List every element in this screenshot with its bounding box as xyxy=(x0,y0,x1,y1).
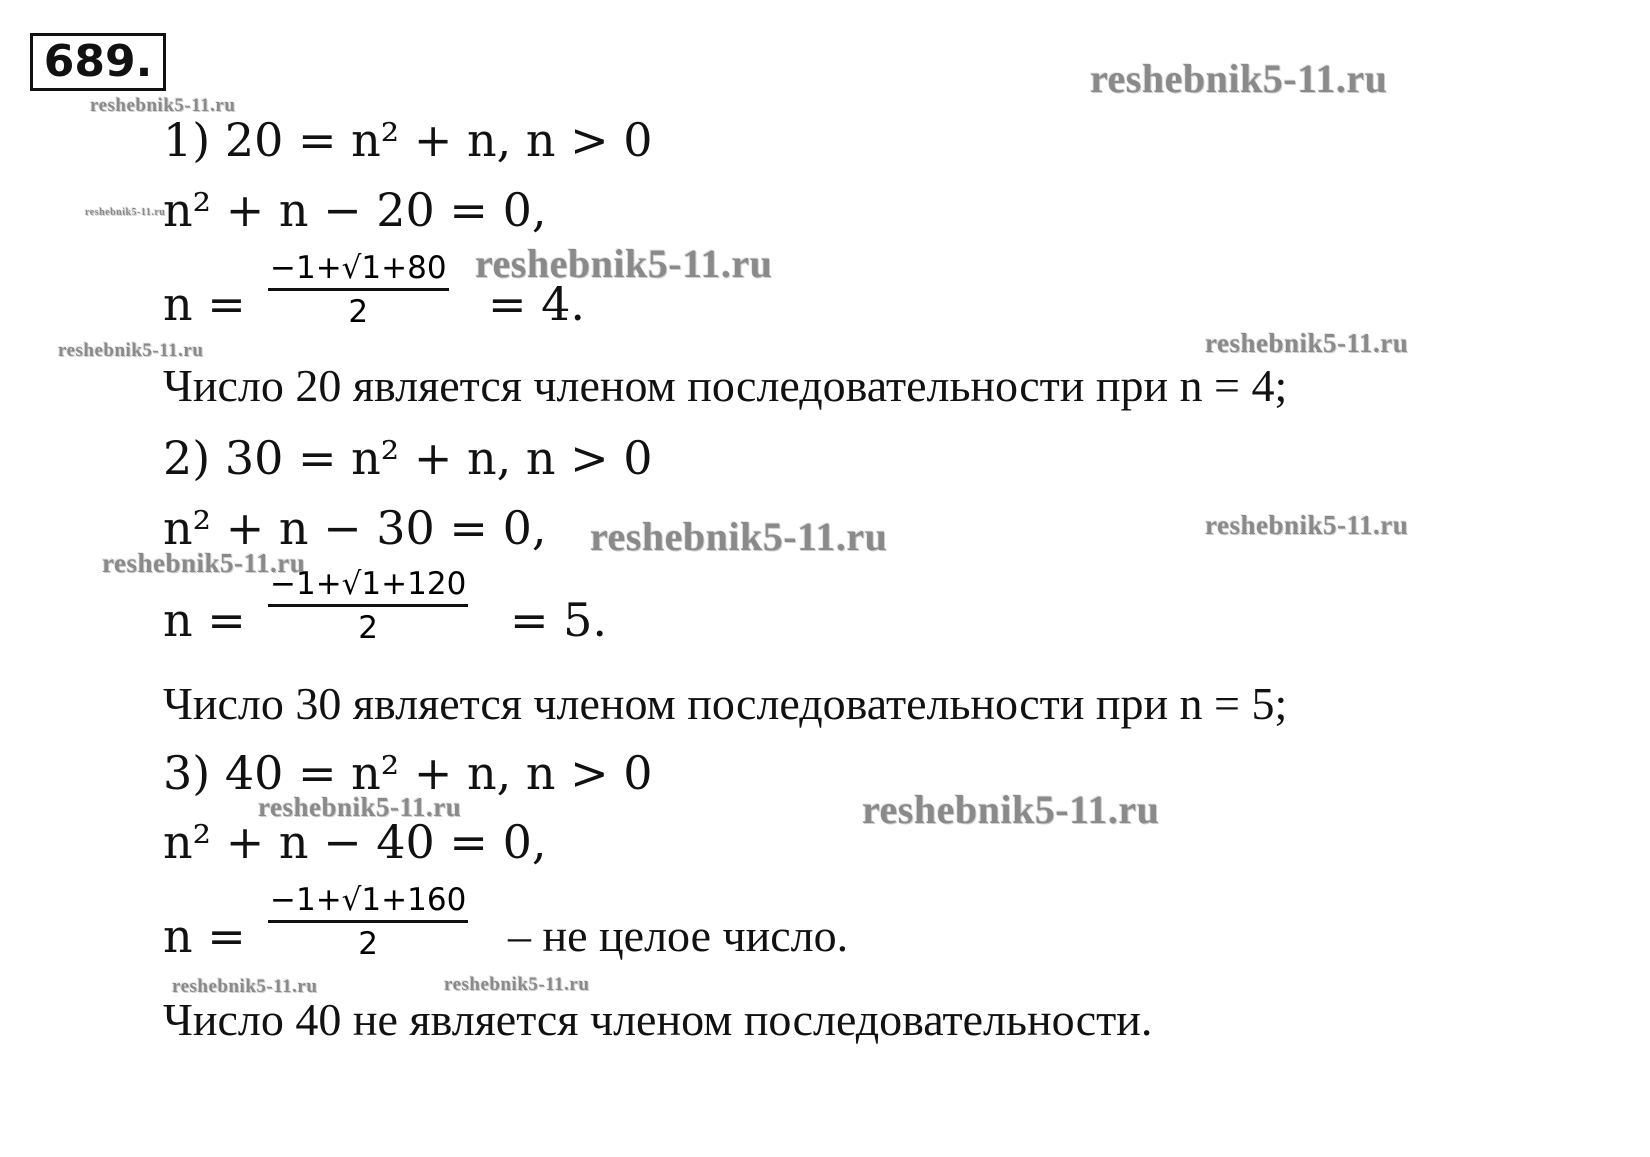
part1-root-fraction xyxy=(268,250,449,329)
part3-root-numerator: −1+√1+160 xyxy=(270,882,467,918)
watermark: reshebnik5-11.ru xyxy=(475,241,773,286)
part2-quadratic: n² + n − 30 = 0, xyxy=(163,501,547,555)
watermark: reshebnik5-11.ru xyxy=(258,792,462,822)
part3-root-lhs: n = xyxy=(163,909,246,963)
part1-equation: 1) 20 = n² + n, n > 0 xyxy=(163,113,653,167)
watermark: reshebnik5-11.ru xyxy=(90,95,236,116)
part3-equation: 3) 40 = n² + n, n > 0 xyxy=(163,746,653,800)
part3-root-fraction xyxy=(268,882,468,961)
part2-equation: 2) 30 = n² + n, n > 0 xyxy=(163,431,653,485)
watermark: reshebnik5-11.ru xyxy=(1205,510,1409,540)
part1-quadratic: n² + n − 20 = 0, xyxy=(163,183,547,237)
part3-conclusion: Число 40 не является членом последовательности. xyxy=(163,994,1153,1045)
watermark: reshebnik5-11.ru xyxy=(1205,328,1409,358)
part2-conclusion: Число 30 является членом последовательности при n = 5; xyxy=(163,678,1288,729)
part3-root-rhs: – не целое число. xyxy=(508,910,849,961)
watermark: reshebnik5-11.ru xyxy=(58,340,204,361)
part3-quadratic: n² + n − 40 = 0, xyxy=(163,815,547,869)
watermark: reshebnik5-11.ru xyxy=(590,514,888,559)
part1-conclusion: Число 20 является членом последовательности при n = 4; xyxy=(163,360,1288,411)
watermark: reshebnik5-11.ru xyxy=(1090,56,1388,101)
fraction-bar xyxy=(268,288,449,291)
part2-root-lhs: n = xyxy=(163,593,246,647)
part2-root-fraction xyxy=(268,566,468,645)
watermark: reshebnik5-11.ru xyxy=(85,207,166,218)
part1-root-lhs: n = xyxy=(163,277,246,331)
part2-root-numerator: −1+√1+120 xyxy=(270,566,467,602)
part2-root-denominator: 2 xyxy=(358,610,379,646)
watermark: reshebnik5-11.ru xyxy=(862,787,1160,832)
part2-root-rhs: = 5. xyxy=(510,593,608,647)
watermark: reshebnik5-11.ru xyxy=(102,548,306,578)
problem-number: 689. xyxy=(30,33,166,91)
part3-root-denominator: 2 xyxy=(358,926,379,962)
part1-root-denominator: 2 xyxy=(348,294,369,330)
watermark: reshebnik5-11.ru xyxy=(444,974,590,995)
watermark: reshebnik5-11.ru xyxy=(172,976,318,997)
fraction-bar xyxy=(268,604,468,607)
part1-root-numerator: −1+√1+80 xyxy=(270,250,447,286)
fraction-bar xyxy=(268,920,468,923)
part1-root-rhs: = 4. xyxy=(488,277,586,331)
